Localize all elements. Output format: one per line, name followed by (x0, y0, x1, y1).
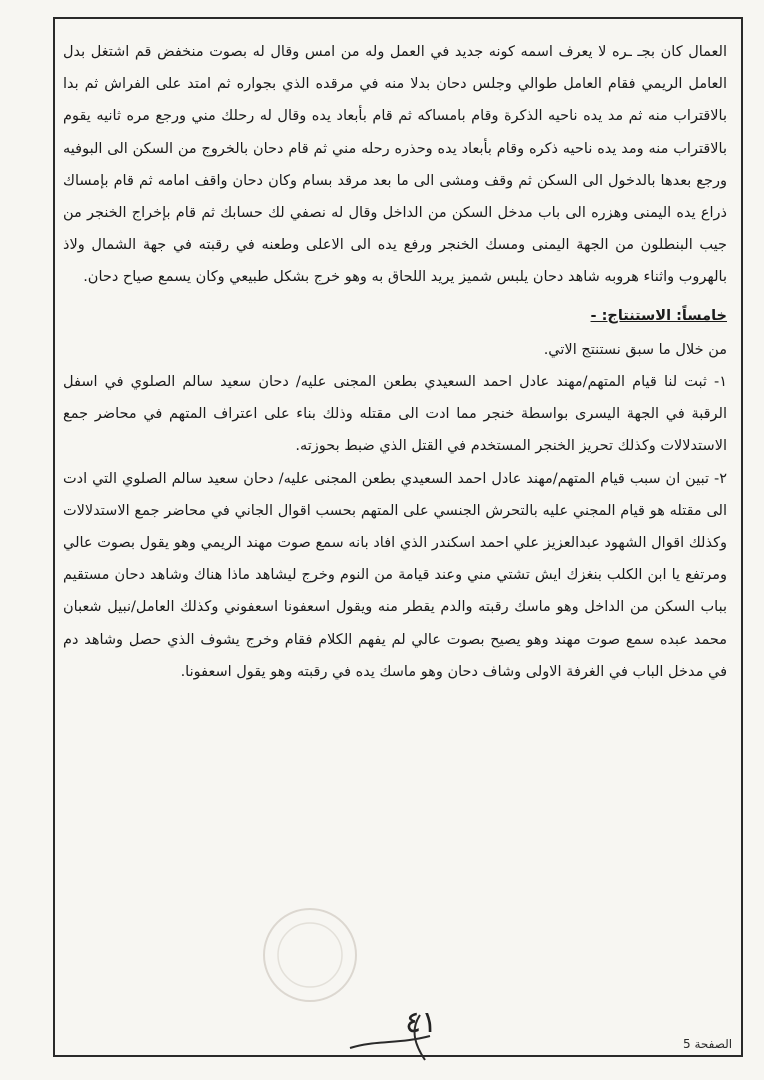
handwritten-page-number: ٤١ (405, 1005, 438, 1040)
conclusion-item-1: ١- ثبت لنا قيام المتهم/مهند عادل احمد السعيدي بطعن المجنى عليه/ دحان سعيد سالم الصلوي في اسفل الرقبة في الجهة اليسرى بواسطة خنجر مما ادت الى مقتله وذلك بناء على اعتراف المتهم في محاضر جمع الاستدلالات وكذلك تحريز الخنجر المستخدم في القتل الذي ضبط بحوزته. (63, 374, 727, 455)
document-body (63, 36, 727, 688)
body-paragraph: العمال كان بجـ ـره لا يعرف اسمه كونه جديد في العمل وله من امس وقال له بصوت منخفض قم اشتغل بدل العامل الريمي فقام العامل طوالي وجلس دحان بدلا منه في مرقده الذي بجواره ثم امتد على الفراش ثم بدا بالاقتراب منه ثم مد يده ناحيه الذكرة وقام بامساكه ثم قام بأبعاد يده وقال له رحلك مني ورجع مره ثانيه يقوم بالاقتراب منه ومد يده ناحيه ذكره وقام بأبعاد يده وحذره رحله مني ثم قام دحان بالخروج من السكن الى البوفيه ورجع بعدها بالدخول الى السكن ثم وقف ومشى الى ما بعد مرقد بسام وكان دحان واقف امامه ثم قام بإمساك ذراع يده اليمنى وهزره الى باب مدخل السكن من الداخل وقال له نصفي لك حسابك ثم قام بإخراج الخنجر من جيب البنطلون من الجهة اليمنى ومسك الخنجر ورفع يده الى الاعلى وطعنه في رقبته في جهة الشمال ولاذ بالهروب واثناء هروبه شاهد دحان يلبس شميز يريد اللحاق به وهو خرج بشكل طبيعي وكان يسمع صياح دحان. (63, 44, 727, 286)
intro-line: من خلال ما سبق نستنتج الاتي. (543, 341, 727, 358)
section-heading: خامساً: الاستنتاج: - (590, 307, 727, 324)
footer-page-label: الصفحة 5 (683, 1037, 733, 1051)
conclusion-item-2: ٢- تبين ان سبب قيام المتهم/مهند عادل احمد السعيدي بطعن المجنى عليه/ دحان سعيد سالم الصلوي التي ادت الى مقتله هو قيام المجني عليه بالتحرش الجنسي على المتهم بحسب اقوال الجاني في محاضر جمع الاستدلالات وكذلك اقوال الشهود عبدالعزيز علي احمد اسكندر الذي افاد بانه سمع صوت مهند الريمي وهو يقول بصوت عالي ومرتفع يا ابن الكلب بنغزك ايش تشتي مني وعند قيامة من النوم وخرج ليشاهد ماذا هناك وشاهد دحان مستقيم بباب السكن من الداخل وهو ماسك رقبته والدم يقطر منه ويقول اسعفونا اسعفوني وكذلك العامل/نبيل شعبان محمد عبده سمع صوت مهند وهو يصيح بصوت عالي لم يفهم الكلام فقام وخرج يشوف الذي حصل وشاهد دم في مدخل الباب في الغرفة الاولى وشاف دحان وهو ماسك يده في رقبته وهو يقول اسعفونا. (63, 470, 727, 680)
faint-stamp (250, 900, 370, 1010)
signature-mark (330, 1010, 460, 1070)
